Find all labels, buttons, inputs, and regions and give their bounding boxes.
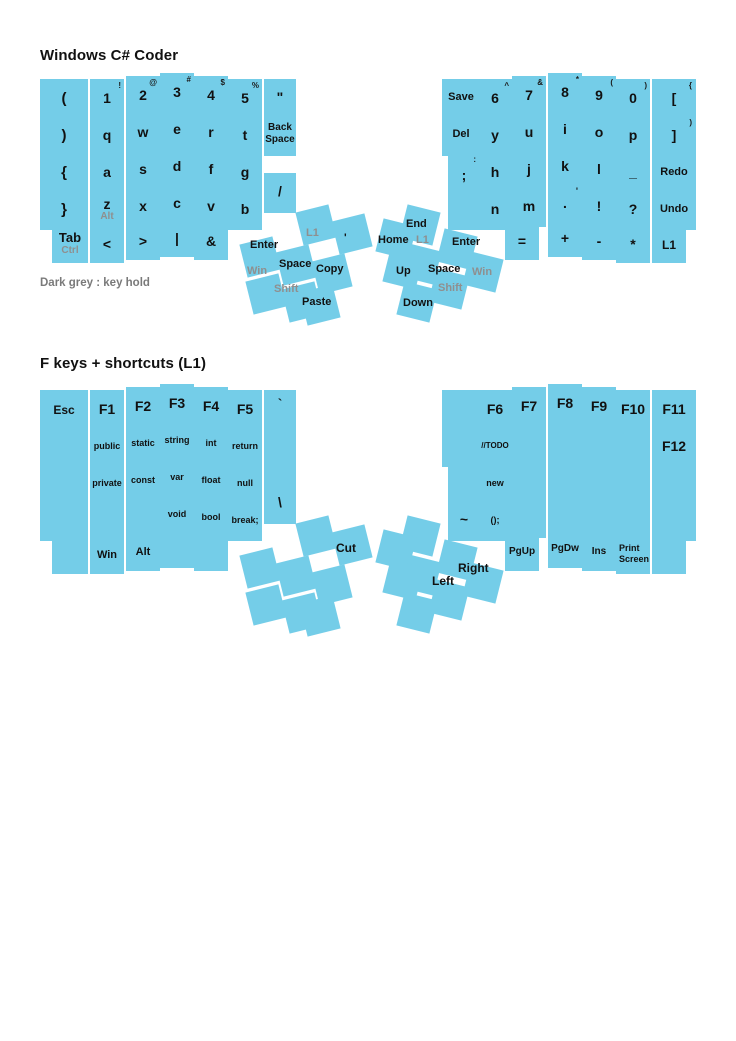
key-base-left-backspace[interactable]: Back Space	[264, 116, 296, 156]
key-base-left-slash[interactable]: /	[264, 173, 296, 213]
key-base-right-r2c7[interactable]: ) ]	[652, 116, 696, 156]
key-base-right-r4c0[interactable]	[448, 190, 480, 230]
thumb-label-quote-left: '	[344, 232, 347, 244]
key-l1-right-r2c6[interactable]	[616, 427, 650, 467]
key-l1-left-f5[interactable]: F5	[228, 390, 262, 430]
key-l1-right-r3c6[interactable]	[616, 464, 650, 504]
thumb-label-cut-left: Cut	[336, 541, 356, 555]
key-l1-left-string[interactable]: string	[160, 421, 194, 461]
key-l1-right-r4c7[interactable]	[652, 501, 696, 541]
thumb-label-end-right: End	[406, 218, 427, 230]
key-base-right-r3c3[interactable]: j	[512, 150, 546, 190]
key-base-left-r3c1[interactable]: {	[40, 153, 88, 193]
key-l1-left-float[interactable]: float	[194, 461, 228, 501]
thumb-label-right-right: Right	[458, 561, 489, 575]
key-l1-left-r5c5[interactable]	[194, 535, 228, 571]
key-base-left-thumb-quote[interactable]	[331, 213, 372, 254]
key-base-left-r1c4[interactable]: # 3	[160, 73, 194, 113]
key-base-right-r5c1[interactable]: =	[505, 224, 539, 260]
thumb-label-win-left: Win	[247, 265, 268, 277]
key-l1-right-r2c4[interactable]	[548, 421, 582, 461]
key-base-left-r5c3[interactable]: >	[126, 224, 160, 260]
key-l1-left-win[interactable]: Win	[90, 538, 124, 574]
key-l1-right-f7[interactable]: F7	[512, 387, 546, 427]
key-base-right-r2c3[interactable]: u	[512, 113, 546, 153]
key-l1-left-backtick[interactable]: `	[264, 390, 296, 430]
key-l1-right-f10[interactable]: F10	[616, 390, 650, 430]
key-l1-right-f6[interactable]: F6	[478, 390, 512, 430]
key-base-right-undo[interactable]: Undo	[652, 190, 696, 230]
key-l1-left-r3c1[interactable]	[40, 464, 88, 504]
layer-title-base: Windows C# Coder	[40, 47, 179, 64]
key-base-left-r5c2[interactable]: <	[90, 227, 124, 263]
thumb-label-enter-right: Enter	[452, 236, 481, 248]
key-base-left-r4c5[interactable]: v	[194, 187, 228, 227]
legend-note: Dark grey : key hold	[40, 277, 150, 289]
thumb-label-home-right: Home	[378, 234, 409, 246]
thumb-label-left-right: Left	[432, 574, 454, 588]
key-l1-left-r4c2[interactable]	[90, 501, 124, 541]
key-base-right-r1c7[interactable]: { [	[652, 79, 696, 119]
key-l1-right-r4c3[interactable]	[512, 498, 546, 538]
key-base-left-r4c1[interactable]: }	[40, 190, 88, 230]
key-l1-left-var[interactable]: var	[160, 458, 194, 498]
thumb-label-l1-left: L1	[306, 227, 319, 239]
key-base-left-r3c3[interactable]: s	[126, 150, 160, 190]
key-l1-left-r4c1[interactable]	[40, 501, 88, 541]
key-base-right-r2c6[interactable]: p	[616, 116, 650, 156]
key-l1-left-backslash[interactable]: \	[264, 484, 296, 524]
key-l1-left-r5c4[interactable]	[160, 532, 194, 568]
key-base-left-r4c4[interactable]: c	[160, 184, 194, 224]
thumb-label-shift-left: Shift	[274, 283, 299, 295]
key-l1-right-r3c1[interactable]	[448, 464, 480, 504]
key-base-right-r2c2[interactable]: y	[478, 116, 512, 156]
key-l1-left-static[interactable]: static	[126, 424, 160, 464]
key-l1-left-null[interactable]: null	[228, 464, 262, 504]
key-base-left-r5c4[interactable]: |	[160, 221, 194, 257]
thumb-label-win-right: Win	[472, 266, 493, 278]
key-base-right-r1c5[interactable]: ( 9	[582, 76, 616, 116]
key-base-left-r2c5[interactable]: r	[194, 113, 228, 153]
key-l1-left-f1[interactable]: F1	[90, 390, 124, 430]
key-base-right-save[interactable]: Save	[442, 79, 480, 119]
thumb-label-shift-right: Shift	[438, 282, 463, 294]
thumb-label-paste-left: Paste	[302, 296, 332, 308]
key-l1-left-return[interactable]: return	[228, 427, 262, 467]
key-l1-left-f3[interactable]: F3	[160, 384, 194, 424]
key-base-right-r3c6[interactable]: _	[616, 153, 650, 193]
key-l1-left-public[interactable]: public	[90, 427, 124, 467]
key-base-right-r4c2[interactable]: n	[478, 190, 512, 230]
key-base-right-r5c5[interactable]: L1	[652, 227, 686, 263]
key-l1-left-thumb-1[interactable]	[295, 515, 336, 556]
thumb-label-space-right: Space	[428, 263, 461, 275]
key-base-right-r5c3[interactable]: -	[582, 224, 616, 260]
key-l1-right-f12[interactable]: F12	[652, 427, 696, 467]
key-base-left-r2c3[interactable]: w	[126, 113, 160, 153]
key-l1-right-r2c5[interactable]	[582, 424, 616, 464]
key-base-left-r2c4[interactable]: e	[160, 110, 194, 150]
key-l1-right-r4c4[interactable]	[548, 495, 582, 535]
key-base-right-r4c5[interactable]: !	[582, 187, 616, 227]
key-l1-left-f4[interactable]: F4	[194, 387, 228, 427]
key-l1-left-esc[interactable]: Esc	[40, 390, 88, 430]
key-l1-right-f9[interactable]: F9	[582, 387, 616, 427]
key-l1-left-thumb-3[interactable]	[239, 547, 280, 588]
key-base-right-r1c3[interactable]: & 7	[512, 76, 546, 116]
key-l1-right-r3c7[interactable]	[652, 464, 696, 504]
key-l1-right-r3c3[interactable]	[512, 461, 546, 501]
thumb-label-space-left: Space	[279, 258, 312, 270]
key-base-right-r4c4[interactable]: ' .	[548, 184, 582, 224]
key-base-right-r5c4[interactable]: *	[616, 227, 650, 263]
key-l1-left-alt[interactable]: Alt	[126, 535, 160, 571]
key-base-left-r4c3[interactable]: x	[126, 187, 160, 227]
key-base-left-thumb-l1[interactable]	[295, 204, 336, 245]
key-base-left-r3c5[interactable]: f	[194, 150, 228, 190]
key-base-left-r5c5[interactable]: &	[194, 224, 228, 260]
key-l1-left-thumb-4[interactable]	[275, 555, 316, 596]
key-l1-left-bool[interactable]: bool	[194, 498, 228, 538]
key-base-left-r2c2[interactable]: q	[90, 116, 124, 156]
key-l1-right-r4c5[interactable]	[582, 498, 616, 538]
key-base-left-r2c1[interactable]: )	[40, 116, 88, 156]
key-l1-right-r5c5[interactable]	[652, 538, 686, 574]
key-l1-right-printscreen[interactable]: Print Screen	[616, 538, 650, 574]
key-l1-right-r4c6[interactable]	[616, 501, 650, 541]
layer-title-l1: F keys + shortcuts (L1)	[40, 355, 207, 372]
key-l1-right-ins[interactable]: Ins	[582, 535, 616, 571]
key-base-left-r3c2[interactable]: a	[90, 153, 124, 193]
key-base-left-r1c2[interactable]: ! 1	[90, 79, 124, 119]
key-base-left-r1c1[interactable]: (	[40, 79, 88, 119]
key-l1-right-pgup[interactable]: PgUp	[505, 535, 539, 571]
key-l1-right-r2c1[interactable]	[442, 427, 480, 467]
key-l1-right-pgdw[interactable]: PgDw	[548, 532, 582, 568]
key-base-right-r1c2[interactable]: ^ 6	[478, 79, 512, 119]
key-l1-left-f2[interactable]: F2	[126, 387, 160, 427]
thumb-label-down-right: Down	[403, 297, 433, 309]
key-l1-right-r1c1[interactable]	[442, 390, 480, 430]
key-base-right-r1c6[interactable]: ) 0	[616, 79, 650, 119]
thumb-label-l1-right: L1	[416, 234, 429, 246]
key-base-left-r3c4[interactable]: d	[160, 147, 194, 187]
key-l1-right-parens[interactable]: ();	[478, 501, 512, 541]
key-l1-left-int[interactable]: int	[194, 424, 228, 464]
key-base-right-r3c1[interactable]: : ;	[448, 153, 480, 193]
key-base-right-r5c2[interactable]: +	[548, 221, 582, 257]
key-l1-right-f8[interactable]: F8	[548, 384, 582, 424]
key-base-left-r1c3[interactable]: @ 2	[126, 76, 160, 116]
key-l1-right-new[interactable]: new	[478, 464, 512, 504]
key-l1-left-r5c1[interactable]	[52, 538, 88, 574]
key-l1-right-r3c5[interactable]	[582, 461, 616, 501]
key-base-right-r2c4[interactable]: i	[548, 110, 582, 150]
key-base-right-r1c4[interactable]: * 8	[548, 73, 582, 113]
key-base-right-r4c3[interactable]: m	[512, 187, 546, 227]
key-l1-left-r4c3[interactable]	[126, 498, 160, 538]
key-base-right-r3c4[interactable]: k	[548, 147, 582, 187]
key-base-right-redo[interactable]: Redo	[652, 153, 696, 193]
key-base-left-r1c7[interactable]: "	[264, 79, 296, 119]
key-l1-left-const[interactable]: const	[126, 461, 160, 501]
key-l1-left-thumb-6[interactable]	[245, 584, 286, 625]
key-base-right-r2c5[interactable]: o	[582, 113, 616, 153]
key-l1-left-break[interactable]: break;	[228, 501, 262, 541]
key-base-left-r3c6[interactable]: g	[228, 153, 262, 193]
key-base-right-del[interactable]: Del	[442, 116, 480, 156]
thumb-label-up-right: Up	[396, 265, 411, 277]
key-base-right-r4c6[interactable]: ?	[616, 190, 650, 230]
key-l1-right-f11[interactable]: F11	[652, 390, 696, 430]
key-l1-right-thumb-8[interactable]	[396, 592, 437, 633]
key-base-left-tab[interactable]: Tab Ctrl	[52, 227, 88, 263]
key-l1-right-todo[interactable]: //TODO	[478, 427, 512, 467]
key-base-left-r4c2[interactable]: z Alt	[90, 190, 124, 230]
key-l1-left-private[interactable]: private	[90, 464, 124, 504]
key-l1-right-tilde[interactable]: ~	[448, 501, 480, 541]
key-l1-right-r2c3[interactable]	[512, 424, 546, 464]
key-base-left-r1c6[interactable]: % 5	[228, 79, 262, 119]
key-base-right-r3c5[interactable]: l	[582, 150, 616, 190]
key-base-left-r4c6[interactable]: b	[228, 190, 262, 230]
key-l1-right-r3c4[interactable]	[548, 458, 582, 498]
key-l1-left-void[interactable]: void	[160, 495, 194, 535]
key-base-right-r3c2[interactable]: h	[478, 153, 512, 193]
key-l1-left-r2c7[interactable]	[264, 427, 296, 467]
key-l1-left-r2c1[interactable]	[40, 427, 88, 467]
key-base-left-r2c6[interactable]: t	[228, 116, 262, 156]
thumb-label-copy-left: Copy	[316, 263, 344, 275]
thumb-label-enter-left: Enter	[250, 239, 279, 251]
key-base-left-r1c5[interactable]: $ 4	[194, 76, 228, 116]
